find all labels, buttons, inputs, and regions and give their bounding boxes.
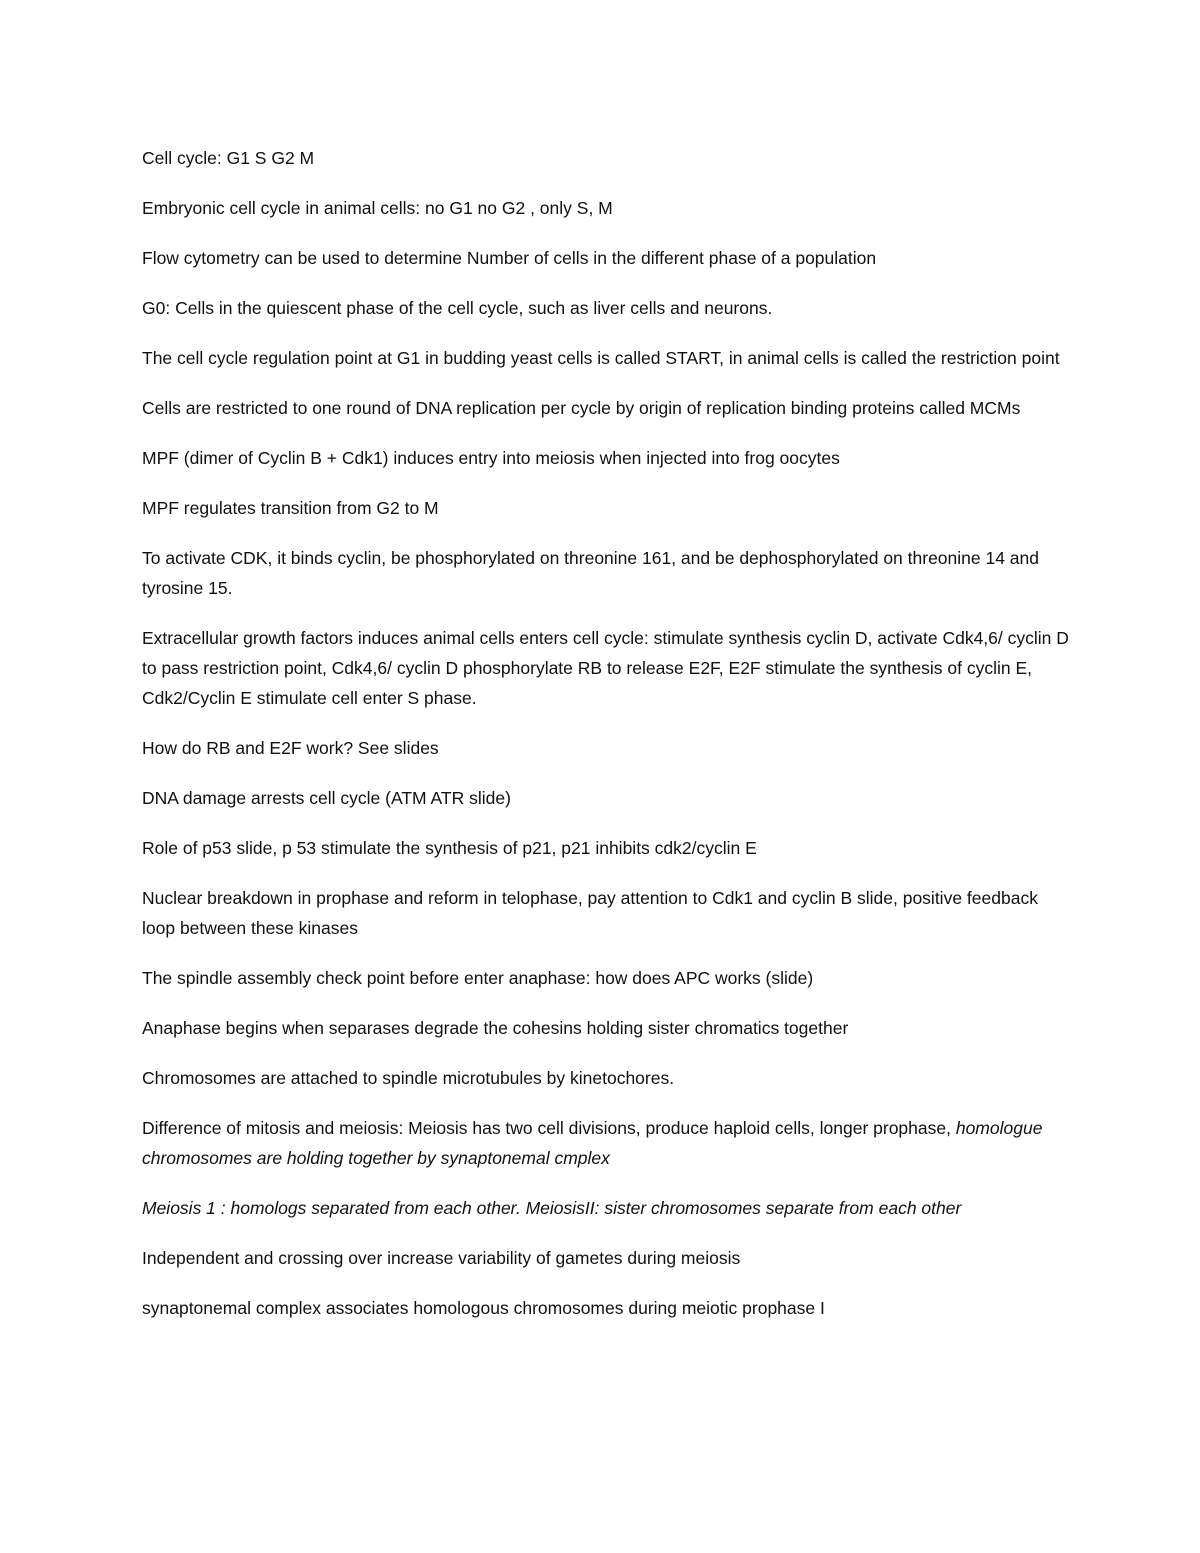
paragraph-regulation-point: The cell cycle regulation point at G1 in budding yeast cells is called START, in animal cells is called the restriction point [142,348,1060,368]
paragraph-cell-cycle: Cell cycle: G1 S G2 M [142,148,315,168]
paragraph-mpf-transition: MPF regulates transition from G2 to M [142,498,439,518]
paragraph-anaphase: Anaphase begins when separases degrade the cohesins holding sister chromatics together [142,1018,849,1038]
paragraph-dna-damage: DNA damage arrests cell cycle (ATM ATR slide) [142,788,511,808]
paragraph-g0: G0: Cells in the quiescent phase of the cell cycle, such as liver cells and neurons. [142,298,773,318]
paragraph-mitosis-meiosis-text: Difference of mitosis and meiosis: Meiosis has two cell divisions, produce haploid cells, longer prophase, [142,1118,951,1138]
paragraph-cdk-activation: To activate CDK, it binds cyclin, be phosphorylated on threonine 161, and be dephosphorylated on threonine 14 and tyrosine 15. [142,548,1040,598]
paragraph-flow-cytometry: Flow cytometry can be used to determine Number of cells in the different phase of a population [142,248,877,268]
paragraph-rb-e2f: How do RB and E2F work? See slides [142,738,439,758]
paragraph-synaptonemal: synaptonemal complex associates homologous chromosomes during meiotic prophase I [142,1298,825,1318]
paragraph-variability: Independent and crossing over increase variability of gametes during meiosis [142,1248,741,1268]
paragraph-growth-factors: Extracellular growth factors induces animal cells enters cell cycle: stimulate synthesis cyclin D, activate Cdk4,6/ cyclin D to pass restriction point, Cdk4,6/ cyclin D phosphorylate RB to release E2F, E2F stimulate the synthesis of cyclin E, Cdk2/Cyclin E stimulate cell enter S phase. [142,628,1069,708]
paragraph-meiosis-stages: Meiosis 1 : homologs separated from each other. MeiosisII: sister chromosomes separate from each other [142,1198,962,1218]
paragraph-spindle-checkpoint: The spindle assembly check point before enter anaphase: how does APC works (slide) [142,968,814,988]
paragraph-mpf-meiosis: MPF (dimer of Cyclin B + Cdk1) induces entry into meiosis when injected into frog oocytes [142,448,840,468]
paragraph-kinetochores: Chromosomes are attached to spindle microtubules by kinetochores. [142,1068,675,1088]
paragraph-mitosis-meiosis-italic: homologue chromosomes are holding together by synaptonemal cmplex [142,1118,1043,1168]
paragraph-p53: Role of p53 slide, p 53 stimulate the synthesis of p21, p21 inhibits cdk2/cyclin E [142,838,757,858]
paragraph-nuclear-breakdown: Nuclear breakdown in prophase and reform in telophase, pay attention to Cdk1 and cyclin B slide, positive feedback loop between these kinases [142,888,1038,938]
paragraph-mitosis-meiosis [142,1113,1072,1173]
paragraph-embryonic-cycle: Embryonic cell cycle in animal cells: no G1 no G2 , only S, M [142,198,613,218]
document-body [142,143,1072,1343]
paragraph-dna-replication: Cells are restricted to one round of DNA replication per cycle by origin of replication binding proteins called MCMs [142,398,1021,418]
